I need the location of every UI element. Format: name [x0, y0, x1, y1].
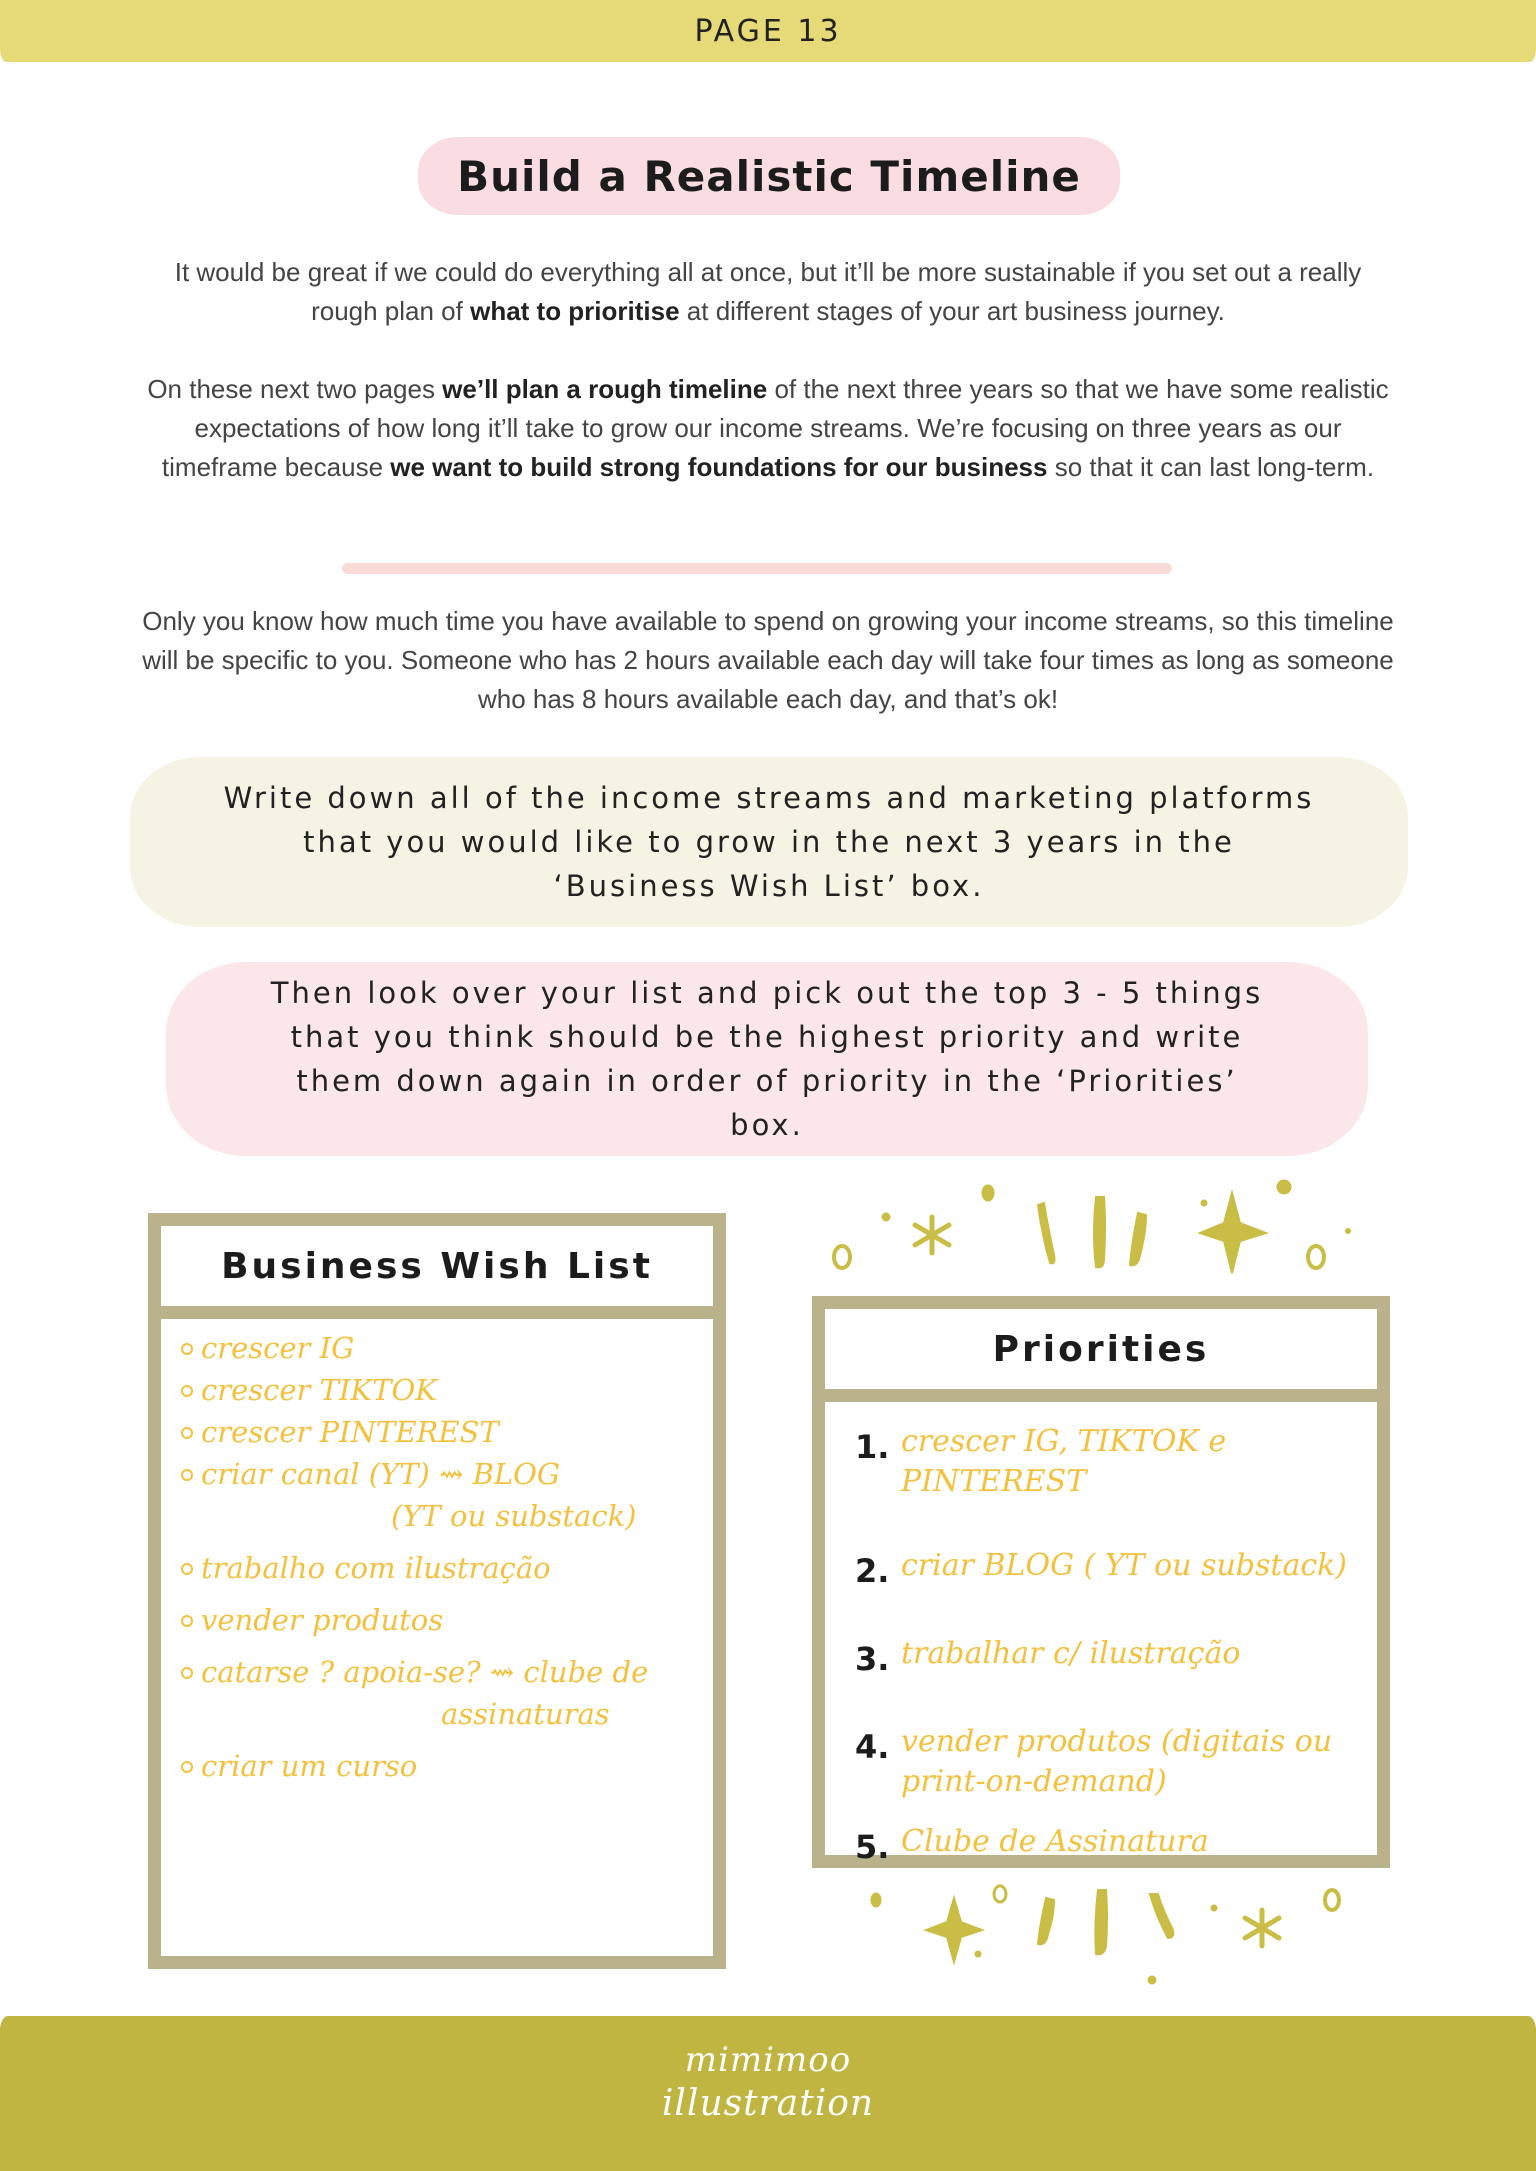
bullet-icon: [181, 1427, 193, 1439]
priority-number: 2.: [855, 1552, 890, 1590]
sparkle-icon: [820, 1175, 1360, 1285]
intro-paragraph-3: Only you know how much time you have available to spend on growing your income streams, so this timeline will be specific to you. Someone who has 2 hours available each day will take four times as long as someone who has 8 hours available each day, and that’s ok!: [142, 606, 1394, 714]
list-item: [855, 1822, 1377, 1866]
sparkles-top: [820, 1175, 1360, 1285]
priority-number: 3.: [855, 1640, 890, 1678]
sparkle-icon: [850, 1880, 1360, 1990]
list-item: [855, 1722, 1377, 1802]
priorities-box: [812, 1296, 1390, 1868]
intro-2-emphasis-2: we want to build strong foundations for our business: [390, 452, 1048, 482]
intro-1-emphasis: what to prioritise: [470, 296, 680, 326]
instruction-priorities: [166, 962, 1368, 1156]
list-item: [181, 1651, 713, 1735]
wish-item-text: criar canal (YT) ⇝ BLOG: [201, 1457, 561, 1491]
priority-text: vender produtos (digitais ou print-on-demand): [901, 1724, 1333, 1799]
wish-item-text: trabalho com ilustração: [201, 1551, 551, 1585]
bullet-icon: [181, 1385, 193, 1397]
list-item: [181, 1745, 713, 1787]
priority-number: 1.: [855, 1428, 890, 1466]
bullet-icon: [181, 1615, 193, 1627]
instruction-wish-list: [130, 757, 1408, 927]
bullet-icon: [181, 1469, 193, 1481]
title-banner: [418, 137, 1120, 215]
intro-2-text-end: so that it can last long-term.: [1047, 452, 1375, 482]
wish-item-text: crescer PINTEREST: [201, 1415, 499, 1449]
list-item: [181, 1547, 713, 1589]
bullet-icon: [181, 1667, 193, 1679]
wish-item-text: criar um curso: [201, 1749, 418, 1783]
intro-paragraph-2: [140, 370, 1396, 487]
intro-2-text: On these next two pages: [147, 374, 443, 404]
intro-2-text-mid: of the next three years so that we have some realistic expectations of how long it’ll take to grow our income streams. We’re focusing on three years as our timeframe because: [161, 374, 1389, 482]
priority-text: crescer IG, TIKTOK e PINTEREST: [901, 1424, 1227, 1499]
wish-item-text: vender produtos: [201, 1603, 444, 1637]
wish-list-heading: Business Wish List: [161, 1226, 713, 1319]
section-divider: [342, 563, 1172, 574]
priority-text: Clube de Assinatura: [901, 1824, 1209, 1859]
bullet-icon: [181, 1761, 193, 1773]
instruction-wish-list-text: Write down all of the income streams and marketing platforms that you would like to grow in the next 3 years in the ‘Business Wish List’ box.: [223, 781, 1315, 903]
list-item: [181, 1327, 713, 1369]
wish-list: [161, 1319, 713, 1787]
wish-item-continuation: assinaturas: [441, 1697, 610, 1731]
priority-text: trabalhar c/ ilustração: [901, 1636, 1241, 1671]
priorities-list: [825, 1402, 1377, 1866]
wish-item-text: crescer IG: [201, 1331, 355, 1365]
list-item: [181, 1411, 713, 1453]
page-number: PAGE 13: [694, 14, 842, 49]
instruction-priorities-text: Then look over your list and pick out the top 3 - 5 things that you think should be the highest priority and write them down again in order of priority in the ‘Priorities’ box.: [270, 976, 1264, 1142]
priority-number: 4.: [855, 1728, 890, 1766]
list-item: [855, 1546, 1377, 1590]
intro-paragraph-1: [140, 253, 1396, 331]
wish-item-continuation: (YT ou substack): [391, 1499, 637, 1533]
list-item: [181, 1599, 713, 1641]
list-item: [855, 1422, 1377, 1502]
list-item: [855, 1634, 1377, 1678]
sparkles-bottom: [850, 1880, 1360, 1990]
intro-1-text: It would be great if we could do everything all at once, but it’ll be more sustainable if you set out a really rough plan of: [174, 257, 1362, 326]
priorities-heading: Priorities: [825, 1309, 1377, 1402]
list-item: [181, 1369, 713, 1411]
brand-logo-line-2: illustration: [661, 2083, 875, 2124]
bullet-icon: [181, 1563, 193, 1575]
priority-number: 5.: [855, 1828, 890, 1866]
list-item: [181, 1453, 713, 1537]
priority-text: criar BLOG ( YT ou substack): [901, 1548, 1348, 1583]
intro-1-text-end: at different stages of your art business journey.: [679, 296, 1225, 326]
wish-item-text: catarse ? apoia-se? ⇝ clube de: [201, 1655, 649, 1689]
bullet-icon: [181, 1343, 193, 1355]
wish-list-box: [148, 1213, 726, 1969]
intro-2-emphasis-1: we’ll plan a rough timeline: [442, 374, 768, 404]
wish-item-text: crescer TIKTOK: [201, 1373, 437, 1407]
page-title: Build a Realistic Timeline: [457, 151, 1081, 201]
brand-logo-line-1: mimimoo: [684, 2040, 852, 2080]
